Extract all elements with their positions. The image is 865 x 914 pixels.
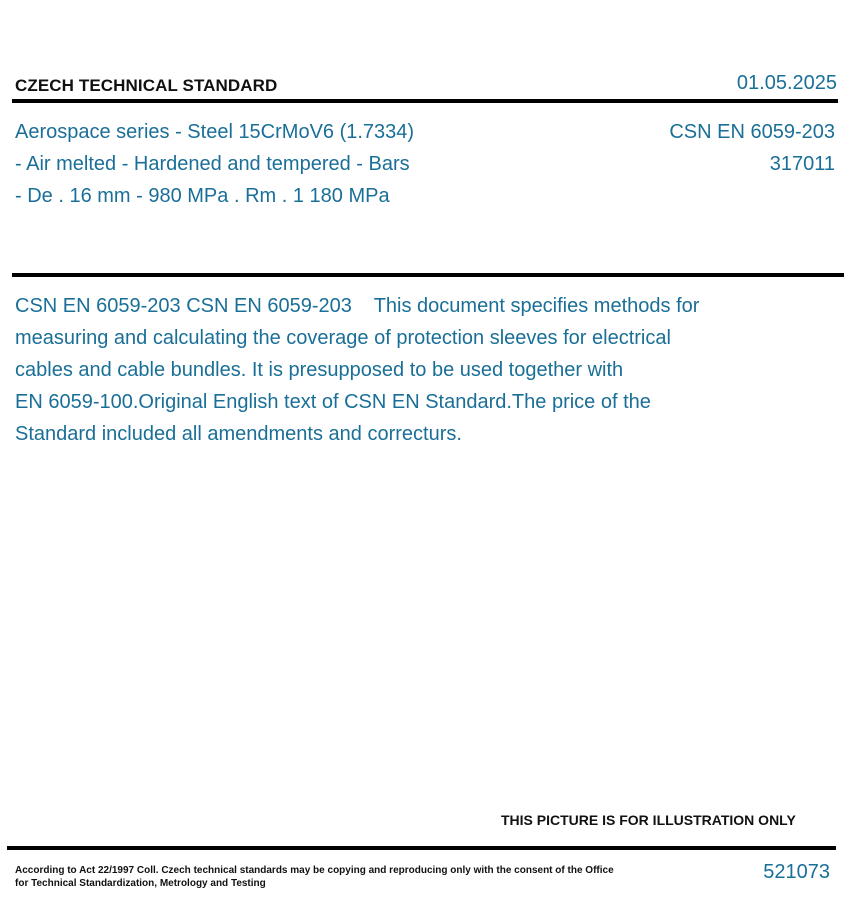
catalog-number: 521073: [763, 861, 830, 883]
standard-title: [15, 116, 414, 212]
footer-divider: [7, 846, 836, 850]
standard-code: CSN EN 6059-203: [669, 121, 835, 143]
standard-title-line: Aerospace series - Steel 15CrMoV6 (1.7334): [15, 121, 415, 143]
class-number: 317011: [769, 153, 835, 175]
description-line: EN 6059-100.Original English text of CSN EN Standard.The price of the: [15, 391, 651, 413]
publication-date: 01.05.2025: [736, 72, 837, 94]
description-line: measuring and calculating the coverage of protection sleeves for electrical: [15, 327, 671, 349]
header-divider: [12, 99, 838, 103]
standard-description: [15, 290, 775, 450]
title-divider: [12, 273, 844, 277]
standard-title-line: - De . 16 mm - 980 MPa . Rm . 1 180 MPa: [15, 185, 390, 207]
legal-notice-line: for Technical Standardization, Metrology and Testing: [15, 878, 266, 889]
document-header-title: CZECH TECHNICAL STANDARD: [15, 76, 278, 95]
description-line: cables and cable bundles. It is presupposed to be used together with: [15, 359, 624, 381]
description-line: CSN EN 6059-203 CSN EN 6059-203 This document specifies methods for: [15, 295, 700, 317]
illustration-disclaimer: THIS PICTURE IS FOR ILLUSTRATION ONLY: [501, 812, 796, 828]
legal-notice: [15, 864, 614, 890]
description-line: Standard included all amendments and correcturs.: [15, 423, 462, 445]
standard-title-line: - Air melted - Hardened and tempered - Bars: [15, 153, 410, 175]
legal-notice-line: According to Act 22/1997 Coll. Czech technical standards may be copying and reproducing only with the consent of the Office: [15, 865, 614, 876]
standard-identifiers: [669, 116, 835, 180]
